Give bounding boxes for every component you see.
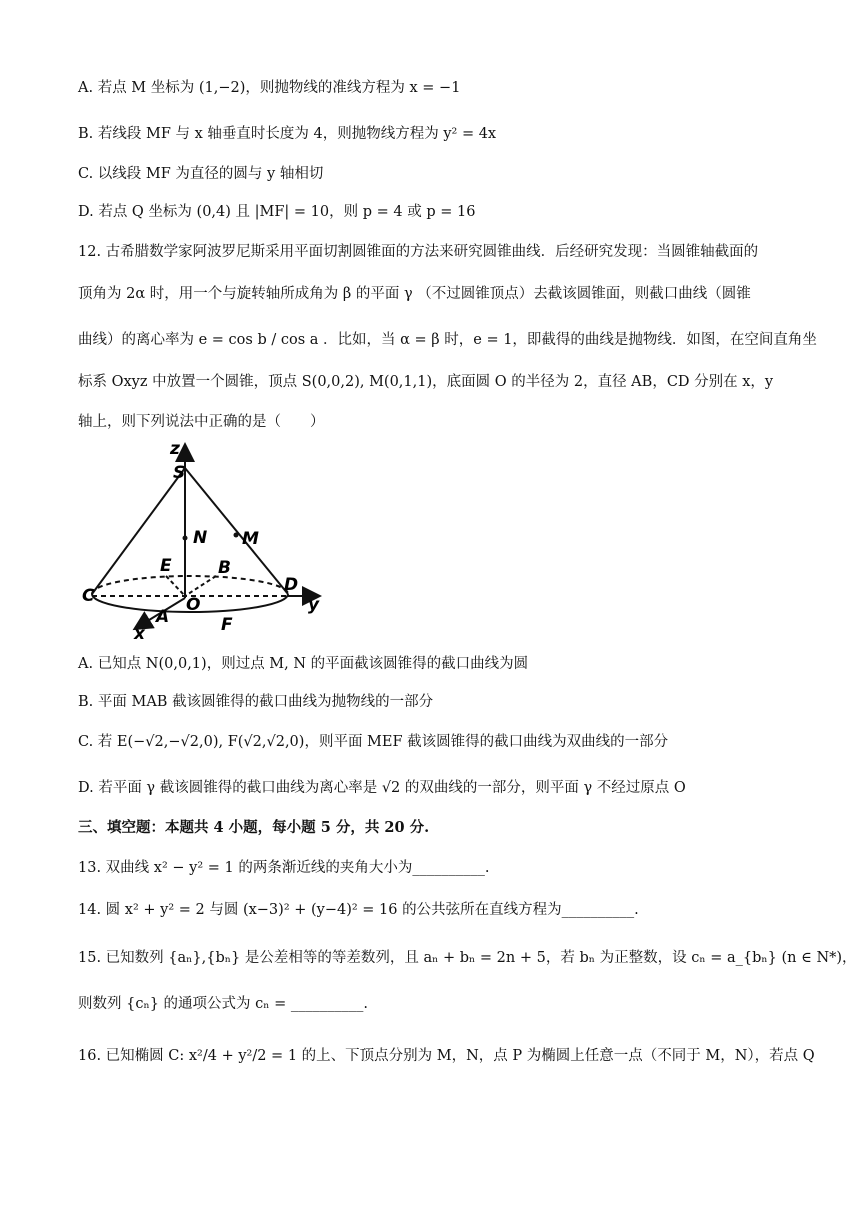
cone-diagram (78, 438, 338, 643)
cone-figure (78, 438, 338, 643)
label-m: M (242, 529, 259, 549)
point-n (183, 536, 188, 541)
question-12-line-2: 顶角为 2α 时，用一个与旋转轴所成角为 β 的平面 γ （不过圆锥顶点）去截该圆锥面，则截口曲线（圆锥 (78, 286, 751, 302)
point-m (234, 533, 239, 538)
label-y: y (308, 595, 320, 615)
option-12c: C. 若 E(−√2,−√2,0), F(√2,√2,0)，则平面 MEF 截该圆锥得的截口曲线为双曲线的一部分 (78, 734, 669, 750)
label-f: F (221, 615, 233, 635)
question-13: 13. 双曲线 x² − y² = 1 的两条渐近线的夹角大小为__________. (78, 860, 490, 876)
label-e: E (160, 556, 172, 576)
segment-eo (166, 576, 185, 596)
label-d: D (284, 575, 299, 595)
option-11b: B. 若线段 MF 与 x 轴垂直时长度为 4，则抛物线方程为 y² = 4x (78, 126, 497, 142)
question-12-line-5: 轴上，则下列说法中正确的是（ ） (78, 414, 325, 430)
label-c: C (82, 586, 95, 606)
label-x: x (134, 624, 145, 643)
option-11a: A. 若点 M 坐标为 (1,−2)，则抛物线的准线方程为 x = −1 (78, 80, 461, 96)
label-n: N (193, 528, 208, 548)
question-14: 14. 圆 x² + y² = 2 与圆 (x−3)² + (y−4)² = 16 的公共弦所在直线方程为__________. (78, 902, 639, 918)
question-12-line-4: 标系 Oxyz 中放置一个圆锥，顶点 S(0,0,2), M(0,1,1)，底面圆 O 的半径为 2，直径 AB，CD 分别在 x，y (78, 374, 774, 390)
option-11d: D. 若点 Q 坐标为 (0,4) 且 |MF| = 10，则 p = 4 或 p = 16 (78, 204, 476, 220)
label-z: z (170, 439, 180, 459)
question-16-line-1: 16. 已知椭圆 C: x²/4 + y²/2 = 1 的上、下顶点分别为 M，N，点 P 为椭圆上任意一点（不同于 M，N），若点 Q (78, 1048, 815, 1064)
option-11c: C. 以线段 MF 为直径的圆与 y 轴相切 (78, 166, 324, 182)
label-o: O (186, 595, 201, 615)
option-12d: D. 若平面 γ 截该圆锥得的截口曲线为离心率是 √2 的双曲线的一部分，则平面 γ 不经过原点 O (78, 780, 686, 796)
question-15-line-1: 15. 已知数列 {aₙ},{bₙ} 是公差相等的等差数列，且 aₙ + bₙ = 2n + 5，若 bₙ 为正整数，设 cₙ = a_{bₙ} (n ∈ N*)， (78, 950, 857, 966)
section-heading: 三、填空题：本题共 4 小题，每小题 5 分，共 20 分. (78, 819, 430, 836)
label-b: B (218, 558, 231, 578)
question-12-line-1: 12. 古希腊数学家阿波罗尼斯采用平面切割圆锥面的方法来研究圆锥曲线．后经研究发现：当圆锥轴截面的 (78, 244, 759, 260)
question-15-line-2: 则数列 {cₙ} 的通项公式为 cₙ = __________. (78, 996, 369, 1012)
label-a: A (156, 607, 170, 627)
base-ellipse-back (92, 576, 288, 594)
question-12-line-3: 曲线）的离心率为 e = cos b / cos a ．比如，当 α = β 时，e = 1，即截得的曲线是抛物线．如图，在空间直角坐 (78, 332, 817, 348)
option-12b: B. 平面 MAB 截该圆锥得的截口曲线为抛物线的一部分 (78, 694, 434, 710)
label-s: S (173, 463, 186, 483)
segment-bo (185, 576, 216, 596)
option-12a: A. 已知点 N(0,0,1)，则过点 M, N 的平面截该圆锥得的截口曲线为圆 (78, 656, 529, 672)
